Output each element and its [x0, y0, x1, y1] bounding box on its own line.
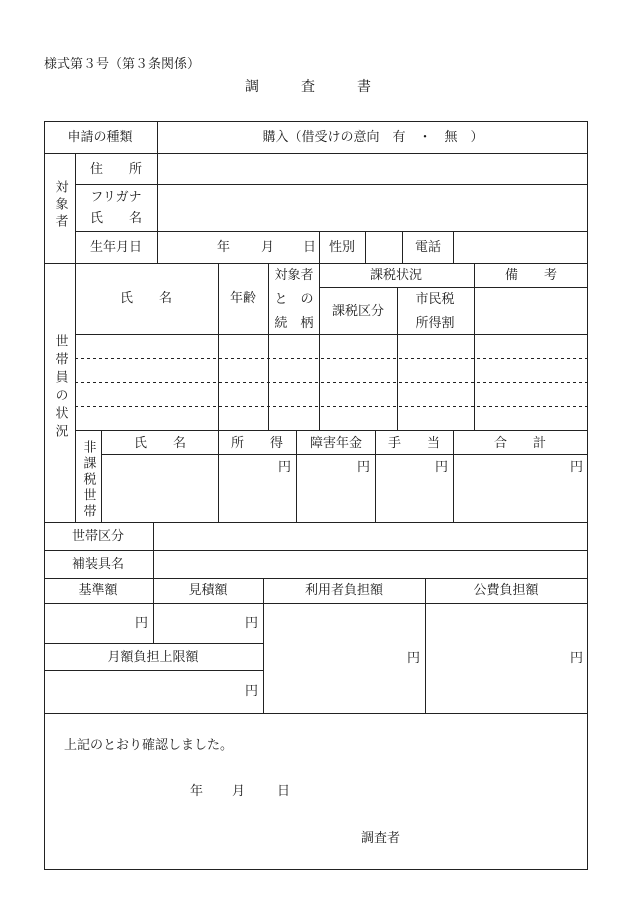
pension-yen: 円 — [356, 460, 370, 475]
investigator-label: 調査者 — [361, 831, 401, 846]
tax-status-label: 課税状況 — [369, 268, 423, 283]
public-burden-label: 公費負担額 — [473, 583, 539, 598]
estimate-yen: 円 — [244, 616, 258, 631]
city-tax-label-1: 市民税 — [415, 292, 455, 307]
household-class-label: 世帯区分 — [71, 529, 125, 544]
address-label: 住 所 — [89, 162, 143, 177]
confirmation-statement: 上記のとおり確認しました。 — [64, 738, 234, 753]
page-title: 調 査 書 — [245, 79, 385, 95]
pension-label: 障害年金 — [309, 436, 363, 451]
income-yen: 円 — [277, 460, 291, 475]
household-name-label: 氏 名 — [119, 291, 173, 306]
monthly-cap-label: 月額負担上限額 — [107, 650, 199, 665]
form-number: 様式第３号（第３条関係） — [44, 57, 201, 72]
estimate-label: 見積額 — [188, 583, 228, 598]
furigana-label: フリガナ — [90, 190, 142, 205]
age-label: 年齢 — [229, 291, 257, 306]
base-amount-label: 基準額 — [78, 583, 118, 598]
public-burden-yen: 円 — [569, 651, 583, 666]
confirm-day-label: 日 — [277, 784, 291, 799]
form-frame — [45, 122, 588, 870]
nontax-household-label: 非課税世帯 — [80, 440, 96, 520]
relation-label-2: と の — [274, 292, 314, 307]
subject-group-label: 対象者 — [52, 180, 68, 231]
birth-month-label: 月 — [261, 240, 275, 255]
user-burden-yen: 円 — [406, 651, 420, 666]
gender-label: 性別 — [328, 240, 356, 255]
relation-label-3: 続 柄 — [274, 316, 314, 331]
application-type-label: 申請の種類 — [67, 130, 133, 145]
phone-label: 電話 — [414, 240, 442, 255]
device-name-label: 補装具名 — [71, 557, 125, 572]
relation-label-1: 対象者 — [274, 268, 314, 283]
tax-class-label: 課税区分 — [331, 304, 385, 319]
allowance-label: 手 当 — [387, 436, 441, 451]
allowance-yen: 円 — [434, 460, 448, 475]
birth-day-label: 日 — [303, 240, 317, 255]
total-yen: 円 — [569, 460, 583, 475]
city-tax-label-2: 所得割 — [415, 316, 455, 331]
total-label: 合 計 — [493, 436, 547, 451]
nontax-name-label: 氏 名 — [133, 436, 187, 451]
household-group-label: 世帯員の状況 — [52, 334, 68, 442]
subject-name-label: 氏 名 — [89, 211, 143, 226]
confirm-month-label: 月 — [232, 784, 246, 799]
confirm-year-label: 年 — [190, 784, 204, 799]
application-type-value: 購入（借受けの意向 有 ・ 無 ） — [262, 130, 484, 145]
birth-year-label: 年 — [217, 240, 231, 255]
base-amount-yen: 円 — [134, 616, 148, 631]
user-burden-label: 利用者負担額 — [304, 583, 384, 598]
monthly-cap-yen: 円 — [244, 684, 258, 699]
birthdate-label: 生年月日 — [89, 240, 143, 255]
income-label: 所 得 — [230, 436, 284, 451]
remarks-label: 備 考 — [504, 268, 558, 283]
